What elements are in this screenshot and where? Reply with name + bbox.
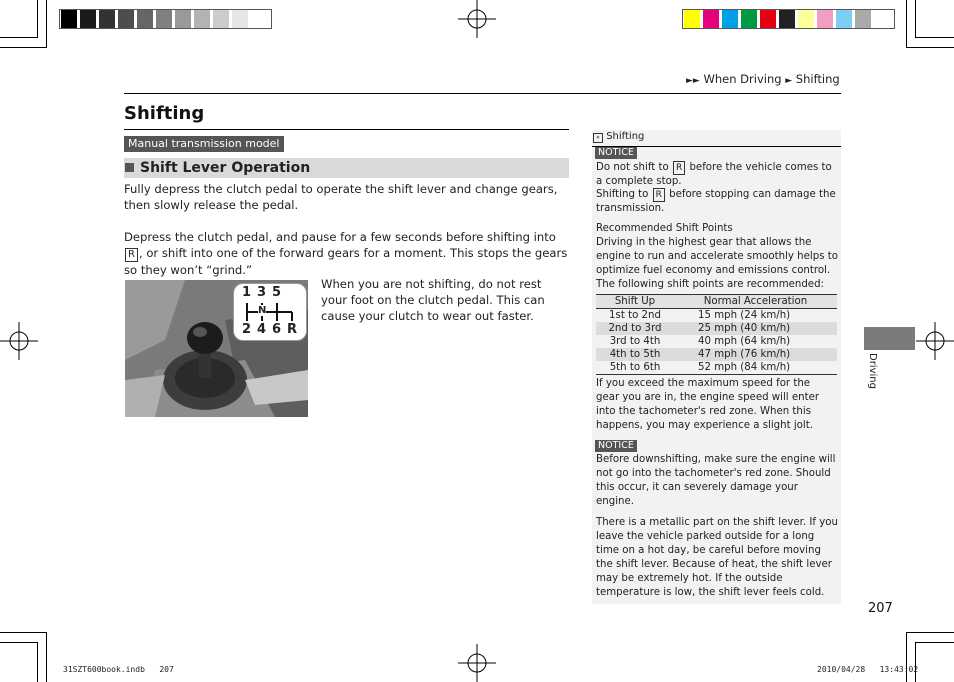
gear-label: R bbox=[287, 322, 298, 337]
sidebar-heading-text: Shifting bbox=[606, 131, 645, 142]
color-swatch bbox=[61, 10, 77, 28]
table-cell: 1st to 2nd bbox=[609, 310, 661, 321]
color-swatch bbox=[741, 10, 757, 28]
chapter-tab-label: Driving bbox=[867, 353, 878, 389]
reverse-key-icon: R bbox=[653, 188, 665, 202]
table-cell: 40 mph (64 km/h) bbox=[698, 336, 791, 347]
gear-label: 2 bbox=[242, 322, 252, 337]
recommended-title: Recommended Shift Points bbox=[596, 223, 733, 234]
color-swatch bbox=[213, 10, 229, 28]
table-row bbox=[596, 335, 837, 348]
reverse-key-icon: R bbox=[125, 248, 138, 262]
table-header-row bbox=[596, 295, 837, 309]
color-swatch bbox=[194, 10, 210, 28]
chapter-tab[interactable] bbox=[864, 327, 915, 350]
notice-text-part: before stopping can damage the transmission. bbox=[596, 189, 836, 214]
table-cell: 4th to 5th bbox=[596, 348, 674, 361]
color-swatch bbox=[684, 10, 700, 28]
color-swatch bbox=[855, 10, 871, 28]
table-cell: 25 mph (40 km/h) bbox=[674, 322, 837, 335]
crop-mark bbox=[37, 0, 38, 38]
color-swatch bbox=[99, 10, 115, 28]
crop-mark bbox=[0, 47, 47, 48]
notice-text-part: Shifting to bbox=[596, 189, 652, 200]
table-row bbox=[596, 361, 837, 375]
footer-timestamp: 2010/04/28 13:43:02 bbox=[817, 665, 919, 674]
paragraph-text: Depress the clutch pedal, and pause for a few seconds before shifting into bbox=[124, 230, 556, 244]
square-bullet-icon bbox=[125, 163, 134, 172]
registration-mark-icon bbox=[0, 322, 38, 360]
notice-text: Before downshifting, make sure the engine will not go into the tachometer's red zone. Should this occur, it can severely damage your engine. bbox=[596, 454, 836, 507]
section-heading-text: Shift Lever Operation bbox=[140, 160, 311, 176]
breadcrumb-separator: ► bbox=[785, 76, 793, 86]
metal-part-text: There is a metallic part on the shift lever. If you leave the vehicle parked outside for a long time on a hot day, be careful before moving the shift lever. Because of heat, the shift lever may be extremely hot. If the outside temperature is low, the shift lever feels cold. bbox=[596, 517, 838, 598]
table-row bbox=[596, 309, 837, 323]
table-cell: 15 mph (24 km/h) bbox=[698, 310, 791, 321]
page-number: 207 bbox=[868, 601, 893, 616]
notice-text bbox=[596, 188, 836, 216]
exceed-speed-text: If you exceed the maximum speed for the gear you are in, the engine speed will enter into the tachometer's red zone. When this happens, you may experience a slight jolt. bbox=[596, 378, 820, 431]
breadcrumb-page[interactable]: Shifting bbox=[795, 72, 840, 86]
color-swatch bbox=[118, 10, 134, 28]
color-swatch bbox=[251, 10, 267, 28]
breadcrumb bbox=[686, 72, 840, 86]
color-swatch bbox=[798, 10, 814, 28]
table-cell: 3rd to 4th bbox=[609, 336, 661, 347]
gear-label: 1 bbox=[242, 285, 252, 300]
notice-badge: NOTICE bbox=[595, 440, 637, 452]
registration-mark-icon bbox=[916, 322, 954, 360]
table-cell: 47 mph (76 km/h) bbox=[674, 348, 837, 361]
crop-mark bbox=[906, 632, 954, 633]
notice-badge: NOTICE bbox=[595, 147, 637, 159]
color-swatch bbox=[779, 10, 795, 28]
crop-mark bbox=[906, 632, 907, 682]
footer-file-info: 31SZT600book.indb 207 bbox=[63, 665, 174, 674]
breadcrumb-arrows: ►► bbox=[686, 76, 700, 86]
table-cell: 2nd to 3rd bbox=[596, 322, 674, 335]
crop-mark bbox=[46, 0, 47, 48]
gear-label: 6 bbox=[272, 322, 282, 337]
gear-label: N bbox=[258, 305, 267, 316]
color-swatch bbox=[156, 10, 172, 28]
crop-mark bbox=[915, 642, 916, 682]
gear-label: 3 bbox=[257, 285, 267, 300]
reverse-key-icon: R bbox=[673, 161, 685, 175]
crop-mark bbox=[0, 632, 47, 633]
crop-mark bbox=[0, 37, 38, 38]
shift-lever-photo bbox=[125, 280, 308, 417]
section-heading bbox=[124, 158, 569, 178]
table-row bbox=[596, 348, 837, 361]
crop-mark bbox=[915, 642, 954, 643]
registration-mark-icon bbox=[458, 644, 496, 682]
crop-mark bbox=[37, 642, 38, 682]
table-row bbox=[596, 322, 837, 335]
sidebar-heading bbox=[593, 130, 644, 144]
title-rule bbox=[124, 129, 569, 130]
gear-label: 4 bbox=[257, 322, 267, 337]
color-swatch bbox=[703, 10, 719, 28]
color-swatch bbox=[836, 10, 852, 28]
notice-text-part: before the vehicle comes to a complete stop. bbox=[596, 162, 832, 187]
color-swatch bbox=[760, 10, 776, 28]
gear-label: 5 bbox=[272, 285, 282, 300]
shift-points-table bbox=[596, 294, 837, 375]
shift-pattern-diagram bbox=[233, 283, 307, 341]
paragraph-reverse bbox=[124, 229, 570, 278]
crop-mark bbox=[46, 632, 47, 682]
paragraph-text: , or shift into one of the forward gears for a moment. This stops the gears so they won’t “grind.” bbox=[124, 246, 568, 277]
paragraph-clutch-wear: When you are not shifting, do not rest your foot on the clutch pedal. This can cause your clutch to wear out faster. bbox=[321, 277, 545, 323]
table-cell: 5th to 6th bbox=[596, 361, 674, 375]
shifting-note-icon: » bbox=[593, 133, 603, 143]
table-header: Shift Up bbox=[596, 295, 674, 309]
color-swatch bbox=[80, 10, 96, 28]
table-header: Normal Acceleration bbox=[674, 295, 837, 309]
crop-mark bbox=[906, 0, 907, 48]
color-swatch bbox=[722, 10, 738, 28]
recommended-text: Driving in the highest gear that allows the engine to run and accelerate smoothly helps to optimize fuel economy and emissions control. The following shift points are recommended: bbox=[596, 237, 838, 290]
color-swatch bbox=[232, 10, 248, 28]
color-swatch bbox=[817, 10, 833, 28]
model-badge: Manual transmission model bbox=[124, 136, 284, 152]
crop-mark bbox=[915, 0, 916, 38]
page-title: Shifting bbox=[124, 103, 205, 124]
crop-mark bbox=[906, 47, 954, 48]
table-cell: 52 mph (84 km/h) bbox=[674, 361, 837, 375]
color-swatch bbox=[175, 10, 191, 28]
notice-text-part: Do not shift to bbox=[596, 162, 672, 173]
crop-mark bbox=[0, 642, 38, 643]
header-rule bbox=[124, 93, 841, 94]
notice-text bbox=[596, 161, 836, 189]
paragraph-clutch: Fully depress the clutch pedal to operate the shift lever and change gears, then slowly release the pedal. bbox=[124, 182, 558, 212]
color-swatch bbox=[137, 10, 153, 28]
crop-mark bbox=[915, 37, 954, 38]
registration-mark-icon bbox=[458, 0, 496, 38]
breadcrumb-section[interactable]: When Driving bbox=[703, 72, 782, 86]
